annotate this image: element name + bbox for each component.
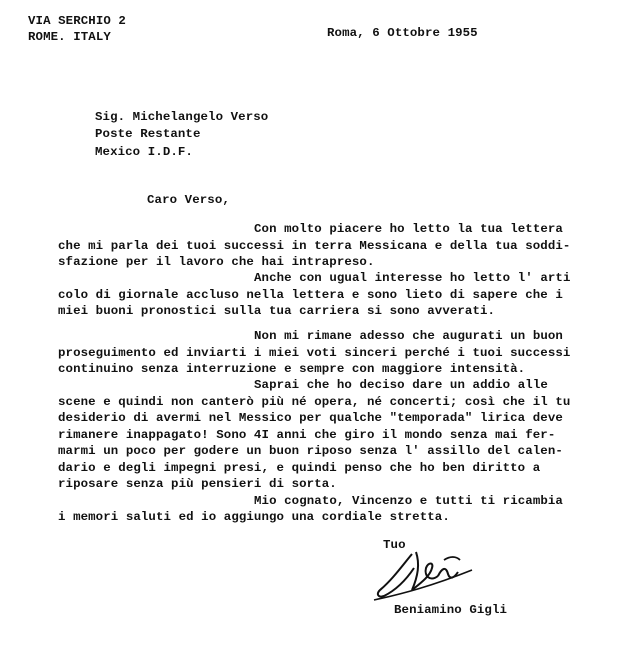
body-line: colo di giornale accluso nella lettera e sono lieto di sapere che i [58, 288, 563, 302]
body-line: desiderio di avermi nel Messico per qualche "temporada" lirica deve [58, 411, 563, 425]
body-line: riposare senza più pensieri di sorta. [58, 477, 337, 491]
body-line: Non mi rimane adesso che augurati un buon [254, 329, 563, 343]
body-line: dario e degli impegni presi, e quindi penso che ho ben diritto a [58, 461, 541, 475]
body-line: Anche con ugual interesse ho letto l' arti [254, 271, 571, 285]
body-line: Con molto piacere ho letto la tua lettera [254, 222, 563, 236]
body-line: i memori saluti ed io aggiungo una cordiale stretta. [58, 510, 450, 524]
letter-date: Roma, 6 Ottobre 1955 [327, 26, 478, 40]
letterhead-city: ROME. ITALY [28, 30, 111, 44]
body-line: rimanere inappagato! Sono 4I anni che giro il mondo senza mai fer- [58, 428, 556, 442]
body-line: sfazione per il lavoro che hai intrapreso. [58, 255, 375, 269]
handwritten-signature [372, 546, 482, 606]
recipient-name: Sig. Michelangelo Verso [95, 110, 269, 124]
salutation: Caro Verso, [147, 193, 230, 207]
recipient-address: Poste Restante [95, 127, 201, 141]
body-line: scene e quindi non canterò più né opera, né concerti; così che il tu [58, 395, 571, 409]
body-line: Saprai che ho deciso dare un addio alle [254, 378, 548, 392]
body-line: proseguimento ed inviarti i miei voti sinceri perché i tuoi successi [58, 346, 571, 360]
letterhead-street: VIA SERCHIO 2 [28, 14, 126, 28]
body-line: continuino senza interruzione e sempre con maggiore intensità. [58, 362, 526, 376]
body-line: miei buoni pronostici sulla tua carriera si sono avverati. [58, 304, 496, 318]
signature-name: Beniamino Gigli [394, 603, 508, 617]
closing: Tuo [383, 538, 406, 552]
body-line: Mio cognato, Vincenzo e tutti ti ricambia [254, 494, 563, 508]
body-line: marmi un poco per godere un buon riposo senza l' assillo del calen- [58, 444, 563, 458]
body-line: che mi parla dei tuoi successi in terra Messicana e della tua soddi- [58, 239, 571, 253]
recipient-city: Mexico I.D.F. [95, 145, 193, 159]
